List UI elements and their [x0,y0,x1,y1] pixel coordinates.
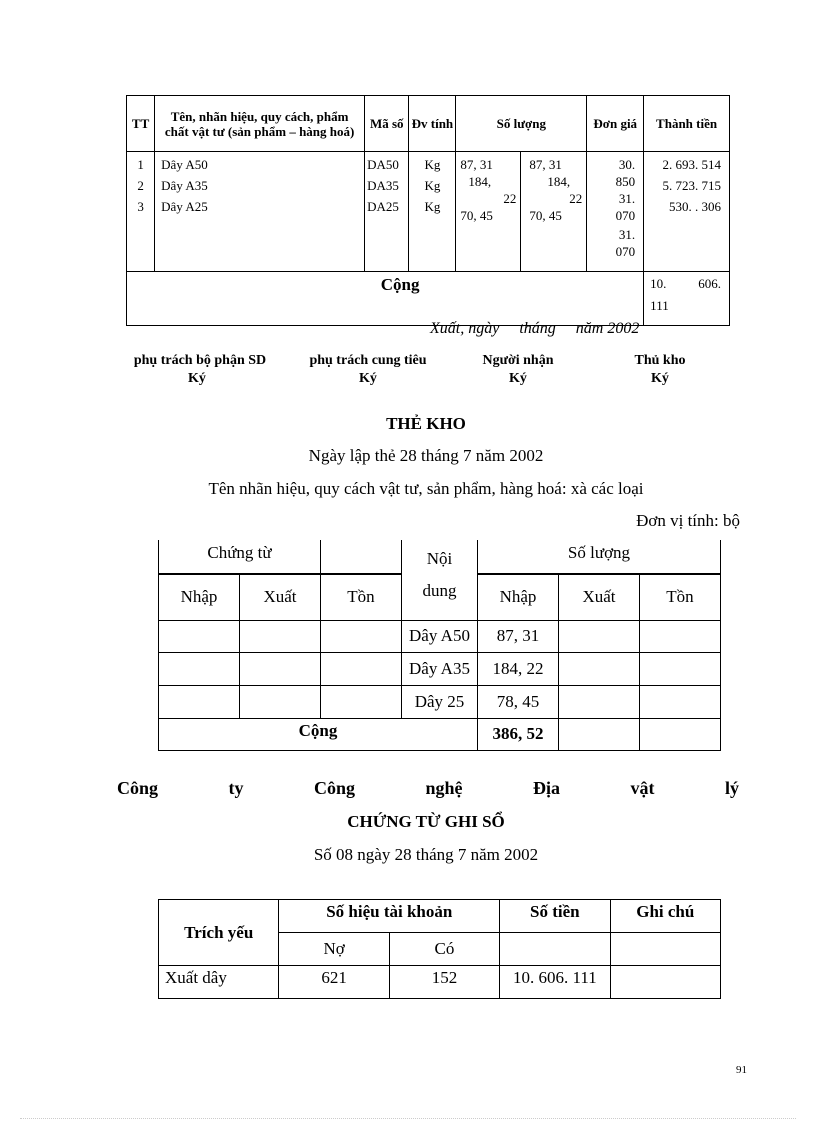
signature-block [112,352,288,388]
table-row [159,620,721,652]
cell-empty [240,685,321,718]
qty-col2-cell [521,152,587,272]
row-unit: Kg [424,178,441,193]
total-part: 10. [650,276,667,291]
row-code: DA50 [367,157,399,172]
col-header-price: Đơn giá [587,96,644,152]
header-co: Có [389,933,499,966]
voucher-number-line: Số 08 ngày 28 tháng 7 năm 2002 [313,845,539,864]
price-value: 30. [618,157,636,172]
cell-empty [640,620,721,652]
stock-card-title: THẺ KHO [386,414,466,433]
cell-empty [159,652,240,685]
header-trich-yeu: Trích yếu [159,900,279,966]
voucher-title: CHỨNG TỪ GHI SỔ [347,812,505,831]
stock-card-unit: Đơn vị tính: bộ [636,511,740,530]
page-number: 91 [736,1064,747,1076]
header-xuat-qty: Xuất [559,574,640,620]
signature-block [290,352,446,388]
cell-empty [559,652,640,685]
table-row [159,966,721,999]
header-ton-qty: Tồn [640,574,721,620]
row-unit: Kg [424,199,441,214]
header-no: Nợ [279,933,389,966]
company-word: Công [117,778,159,798]
amount-value: 2. 693. 514 [662,157,721,172]
row-tt: 1 [137,157,144,172]
header-so-hieu: Số hiệu tài khoản [279,900,500,933]
unit-cell [409,152,456,272]
signature-title: phụ trách bộ phận SD [133,353,267,368]
row-name: Dây A25 [161,199,208,214]
row-desc: Xuất dây [159,966,279,999]
row-content: Dây A50 [402,620,478,652]
qty-value: 22 [569,191,583,206]
qty-value: 184, [468,174,492,189]
signature-sign: Ký [509,371,527,386]
total-row [159,718,721,750]
col-header-name: Tên, nhãn hiệu, quy cách, phẩm chất vật tư (sản phẩm – hàng hoá) [155,96,365,152]
cell-empty [321,652,402,685]
amount-cell [644,152,730,272]
cell-empty [159,620,240,652]
col-header-unit: Đv tính [409,96,456,152]
name-cell [155,152,365,272]
company-name [117,778,739,799]
cell-empty [610,933,720,966]
row-co: 152 [389,966,499,999]
total-value: 386, 52 [478,718,559,750]
cell-empty [640,652,721,685]
cell-empty [559,685,640,718]
col-header-qty: Số lượng [456,96,587,152]
qty-value: 184, [547,174,571,189]
row-nhap: 184, 22 [478,652,559,685]
signature-sign: Ký [359,371,377,386]
signature-block [610,352,710,388]
total-part: 111 [650,298,669,313]
row-content: Dây 25 [402,685,478,718]
header-noi: Nội [426,549,453,568]
row-nhap: 78, 45 [478,685,559,718]
qty-value: 22 [503,191,517,206]
qty-col1-cell [456,152,521,272]
col-header-tt: TT [127,96,155,152]
header-noi-dung [402,540,478,620]
row-unit: Kg [424,157,441,172]
amount-value: 5. 723. 715 [662,178,721,193]
company-word: vật [630,778,655,798]
total-amount-cell [644,272,730,326]
cell-empty [159,685,240,718]
row-tt: 3 [137,199,144,214]
header-blank [321,540,402,574]
header-nhap-qty: Nhập [478,574,559,620]
stock-card-item-desc: Tên nhãn hiệu, quy cách vật tư, sản phẩm, hàng hoá: xà các loại [208,479,644,498]
signature-block [460,352,576,388]
company-word: Công [313,778,355,798]
price-value: 070 [615,244,636,259]
cell-empty [500,933,610,966]
header-chung-tu: Chứng từ [159,540,321,574]
cell-empty [321,620,402,652]
signature-title: phụ trách cung tiêu [309,353,427,368]
row-code: DA35 [367,178,399,193]
total-label: Cộng [127,272,644,326]
cell-empty [321,685,402,718]
header-ton: Tồn [321,574,402,620]
company-word: Địa [532,778,560,798]
row-note [610,966,720,999]
col-header-amount: Thành tiền [644,96,730,152]
code-cell [365,152,409,272]
signature-title: Người nhận [482,353,554,368]
cell-empty [240,620,321,652]
stock-card-table [158,540,721,751]
row-name: Dây A50 [161,157,208,172]
qty-value: 70, 45 [460,208,493,223]
price-value: 070 [615,208,636,223]
table-row [159,685,721,718]
signature-sign: Ký [188,371,206,386]
header-xuat: Xuất [240,574,321,620]
cell-empty [559,620,640,652]
row-content: Dây A35 [402,652,478,685]
header-nhap: Nhập [159,574,240,620]
cell-empty [640,685,721,718]
total-part: 606. [698,276,721,291]
row-tt: 2 [137,178,144,193]
price-cell [587,152,644,272]
company-word: lý [724,778,739,798]
row-amount: 10. 606. 111 [500,966,610,999]
table-row [159,652,721,685]
cell-empty [240,652,321,685]
header-so-luong: Số lượng [478,540,721,574]
price-value: 31. [618,191,636,206]
signature-sign: Ký [651,371,669,386]
company-word: nghệ [425,778,463,798]
price-value: 31. [618,227,636,242]
price-value: 850 [615,174,636,189]
tt-cell [127,152,155,272]
total-label: Cộng [159,718,478,750]
voucher-table [158,899,721,999]
cell-empty [640,718,721,750]
header-dung: dung [422,581,457,600]
cell-empty [559,718,640,750]
amount-value: 530. . 306 [669,199,721,214]
qty-value: 87, 31 [460,157,493,172]
issue-date-line: Xuất, ngày tháng năm 2002 [430,320,640,337]
col-header-code: Mã số [365,96,409,152]
header-so-tien: Số tiền [500,900,610,933]
stock-card-date: Ngày lập thẻ 28 tháng 7 năm 2002 [308,446,544,465]
company-word: ty [228,778,244,798]
qty-value: 70, 45 [529,208,562,223]
qty-value: 87, 31 [529,157,562,172]
row-nhap: 87, 31 [478,620,559,652]
issue-slip-table [126,95,730,326]
signature-title: Thủ kho [634,353,686,368]
header-ghi-chu: Ghi chú [610,900,720,933]
row-name: Dây A35 [161,178,208,193]
footer-divider [20,1118,796,1119]
row-code: DA25 [367,199,399,214]
row-no: 621 [279,966,389,999]
